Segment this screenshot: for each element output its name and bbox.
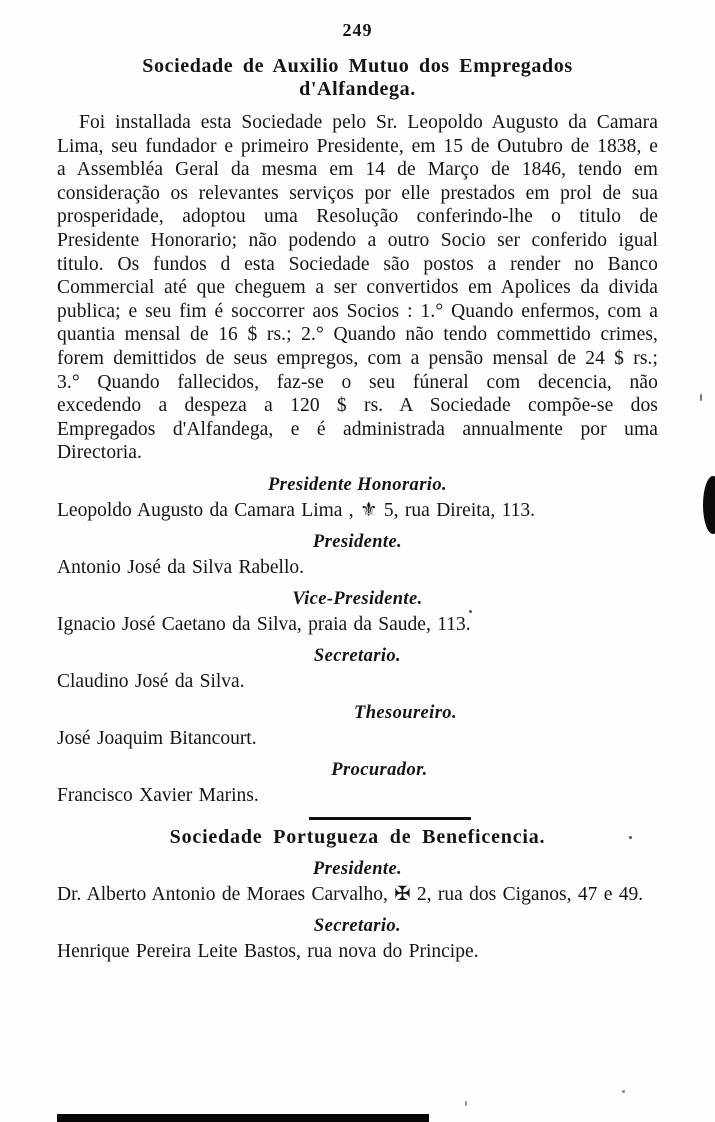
society1-officers — [57, 474, 658, 807]
section-divider-rule — [309, 817, 471, 820]
officer-title: Presidente. — [312, 531, 403, 552]
society1-description: Foi installada esta Sociedade pelo Sr. Leopoldo Augusto da Camara Lima, seu fundador e primeiro Presidente, em 15 de Outubro de 1838, e a Assembléa Geral da mesma em 14 de Março de 1846, tendo em consideração os relevantes serviços por elle prestados em prol de sua prosperidade, adoptou uma Resolução conferindo-lhe o titulo de Presidente Honorario; não podendo a outro Socio ser conferido igual titulo. Os fundos d esta Sociedade são postos a render no Banco Commercial até que cheguem a ser convertidos em Apolices da divida publica; e seu fim é soccorrer aos Socios : 1.° Quando enfermos, com a quantia mensal de 16 $ rs.; 2.° Quando não tendo commettido crimes, forem demittidos de seus empregos, com a pensão mensal de 24 $ rs.; 3.° Quando fallecidos, faz-se o seu fúneral com decencia, não excedendo a despeza a 120 $ rs. A Sociedade compõe-se dos Empregados d'Alfandega, e é administrada annualmente por uma Directoria. — [57, 112, 658, 464]
society1-title-line2: d'Alfandega. — [299, 78, 416, 100]
officer-name: Antonio José da Silva Rabello. — [57, 556, 305, 578]
scan-speck — [622, 1090, 625, 1093]
officer-name: Leopoldo Augusto da Camara Lima , ⚜ 5, rua Direita, 113. — [57, 499, 535, 521]
officer-name: José Joaquim Bitancourt. — [57, 727, 257, 749]
scan-speck — [469, 610, 472, 613]
officer-title: Procurador. — [331, 759, 428, 780]
scan-speck — [629, 836, 632, 839]
scan-artifact-bottom-bar — [57, 1114, 429, 1122]
officer-name: Claudino José da Silva. — [57, 670, 245, 692]
officer-title: Presidente. — [312, 858, 403, 879]
society2-title: Sociedade Portugueza de Beneficencia. — [169, 825, 546, 848]
officer-name: Ignacio José Caetano da Silva, praia da Saude, 113. — [57, 613, 471, 635]
society2-section — [57, 826, 658, 963]
officer-name: Dr. Alberto Antonio de Moraes Carvalho, ✠ 2, rua dos Ciganos, 47 e 49. — [57, 883, 644, 905]
officer-title: Secretario. — [313, 915, 402, 936]
page-number: 249 — [342, 20, 373, 40]
scan-speck — [700, 394, 702, 401]
society1-title — [57, 55, 658, 101]
scan-speck — [465, 1101, 467, 1106]
officer-title: Thesoureiro. — [354, 702, 457, 723]
officer-title: Secretario. — [313, 645, 402, 666]
officer-title: Vice-Presidente. — [292, 588, 423, 609]
officer-name: Francisco Xavier Marins. — [57, 784, 259, 806]
society1-title-line1: Sociedade de Auxilio Mutuo dos Empregados — [142, 55, 573, 77]
officer-name: Henrique Pereira Leite Bastos, rua nova do Principe. — [57, 940, 479, 962]
officer-title: Presidente Honorario. — [267, 474, 448, 495]
